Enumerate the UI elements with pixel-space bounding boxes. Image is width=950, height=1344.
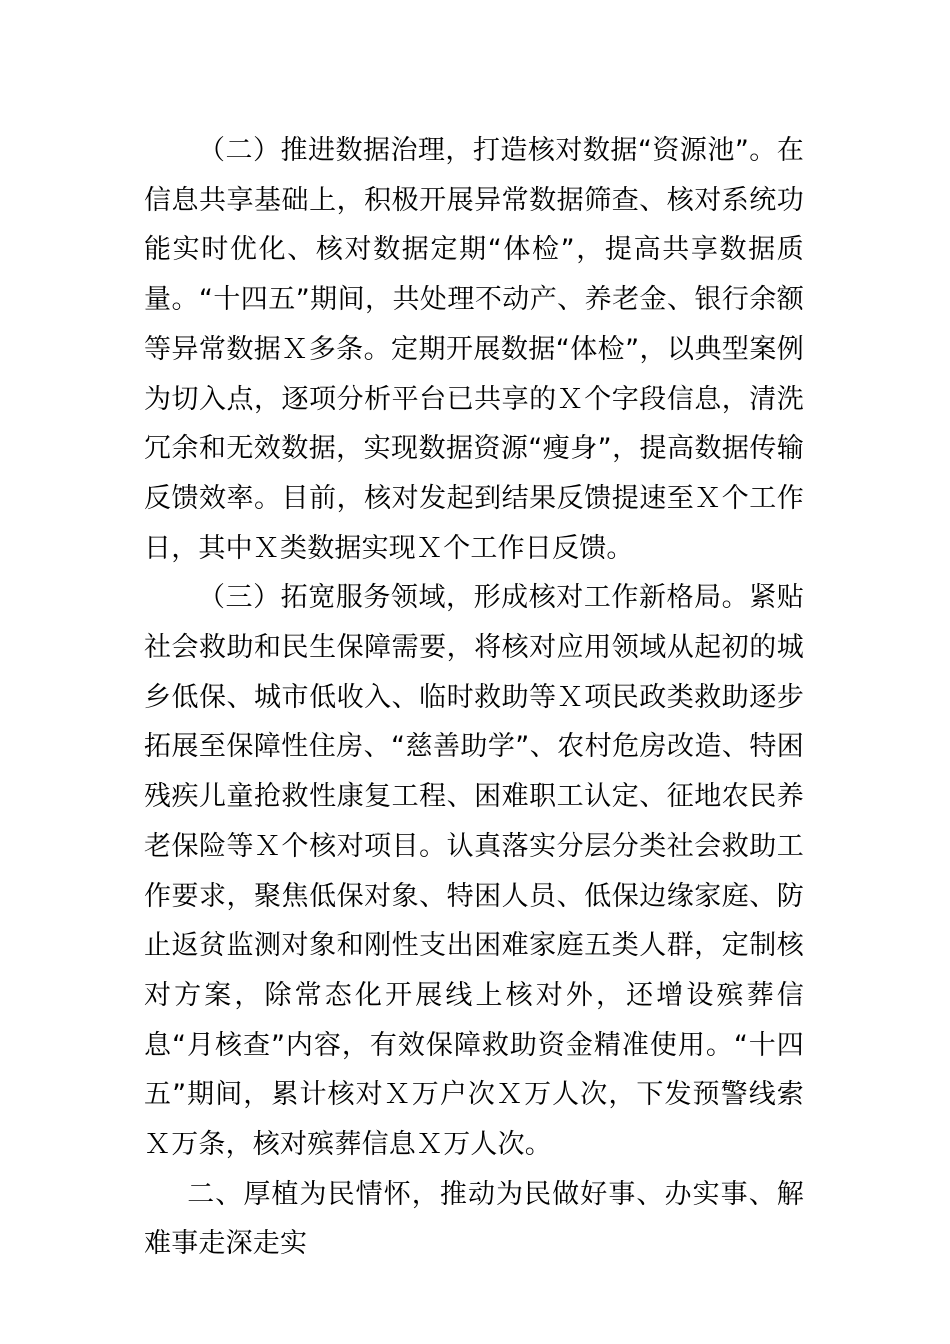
paragraph-data-governance: （二）推进数据治理，打造核对数据“资源池”。在信息共享基础上，积极开展异常数据筛查、核对系统功能实时优化、核对数据定期“体检”，提高共享数据质量。“十四五”期间，共处理不动产、养老金、银行余额等异常数据Ｘ多条。定期开展数据“体检”，以典型案例为切入点，逐项分析平台已共享的Ｘ个字段信息，清洗冗余和无效数据，实现数据资源“瘦身”，提高数据传输反馈效率。目前，核对发起到结果反馈提速至Ｘ个工作日，其中Ｘ类数据实现Ｘ个工作日反馈。 (144, 135, 804, 564)
section-heading-two: 二、厚植为民情怀，推动为民做好事、办实事、解难事走深走实 (144, 1178, 804, 1260)
paragraph-service-expansion: （三）拓宽服务领域，形成核对工作新格局。紧贴社会救助和民生保障需要，将核对应用领域从起初的城乡低保、城市低收入、临时救助等Ｘ项民政类救助逐步拓展至保障性住房、“慈善助学”、农村危房改造、特困残疾儿童抢救性康复工程、困难职工认定、征地农民养老保险等Ｘ个核对项目。认真落实分层分类社会救助工作要求，聚焦低保对象、特困人员、低保边缘家庭、防止返贫监测对象和刚性支出困难家庭五类人群，定制核对方案，除常态化开展线上核对外，还增设殡葬信息“月核查”内容，有效保障救助资金精准使用。“十四五”期间，累计核对Ｘ万户次Ｘ万人次，下发预警线索Ｘ万条，核对殡葬信息Ｘ万人次。 (144, 582, 804, 1161)
document-body (144, 126, 804, 1269)
